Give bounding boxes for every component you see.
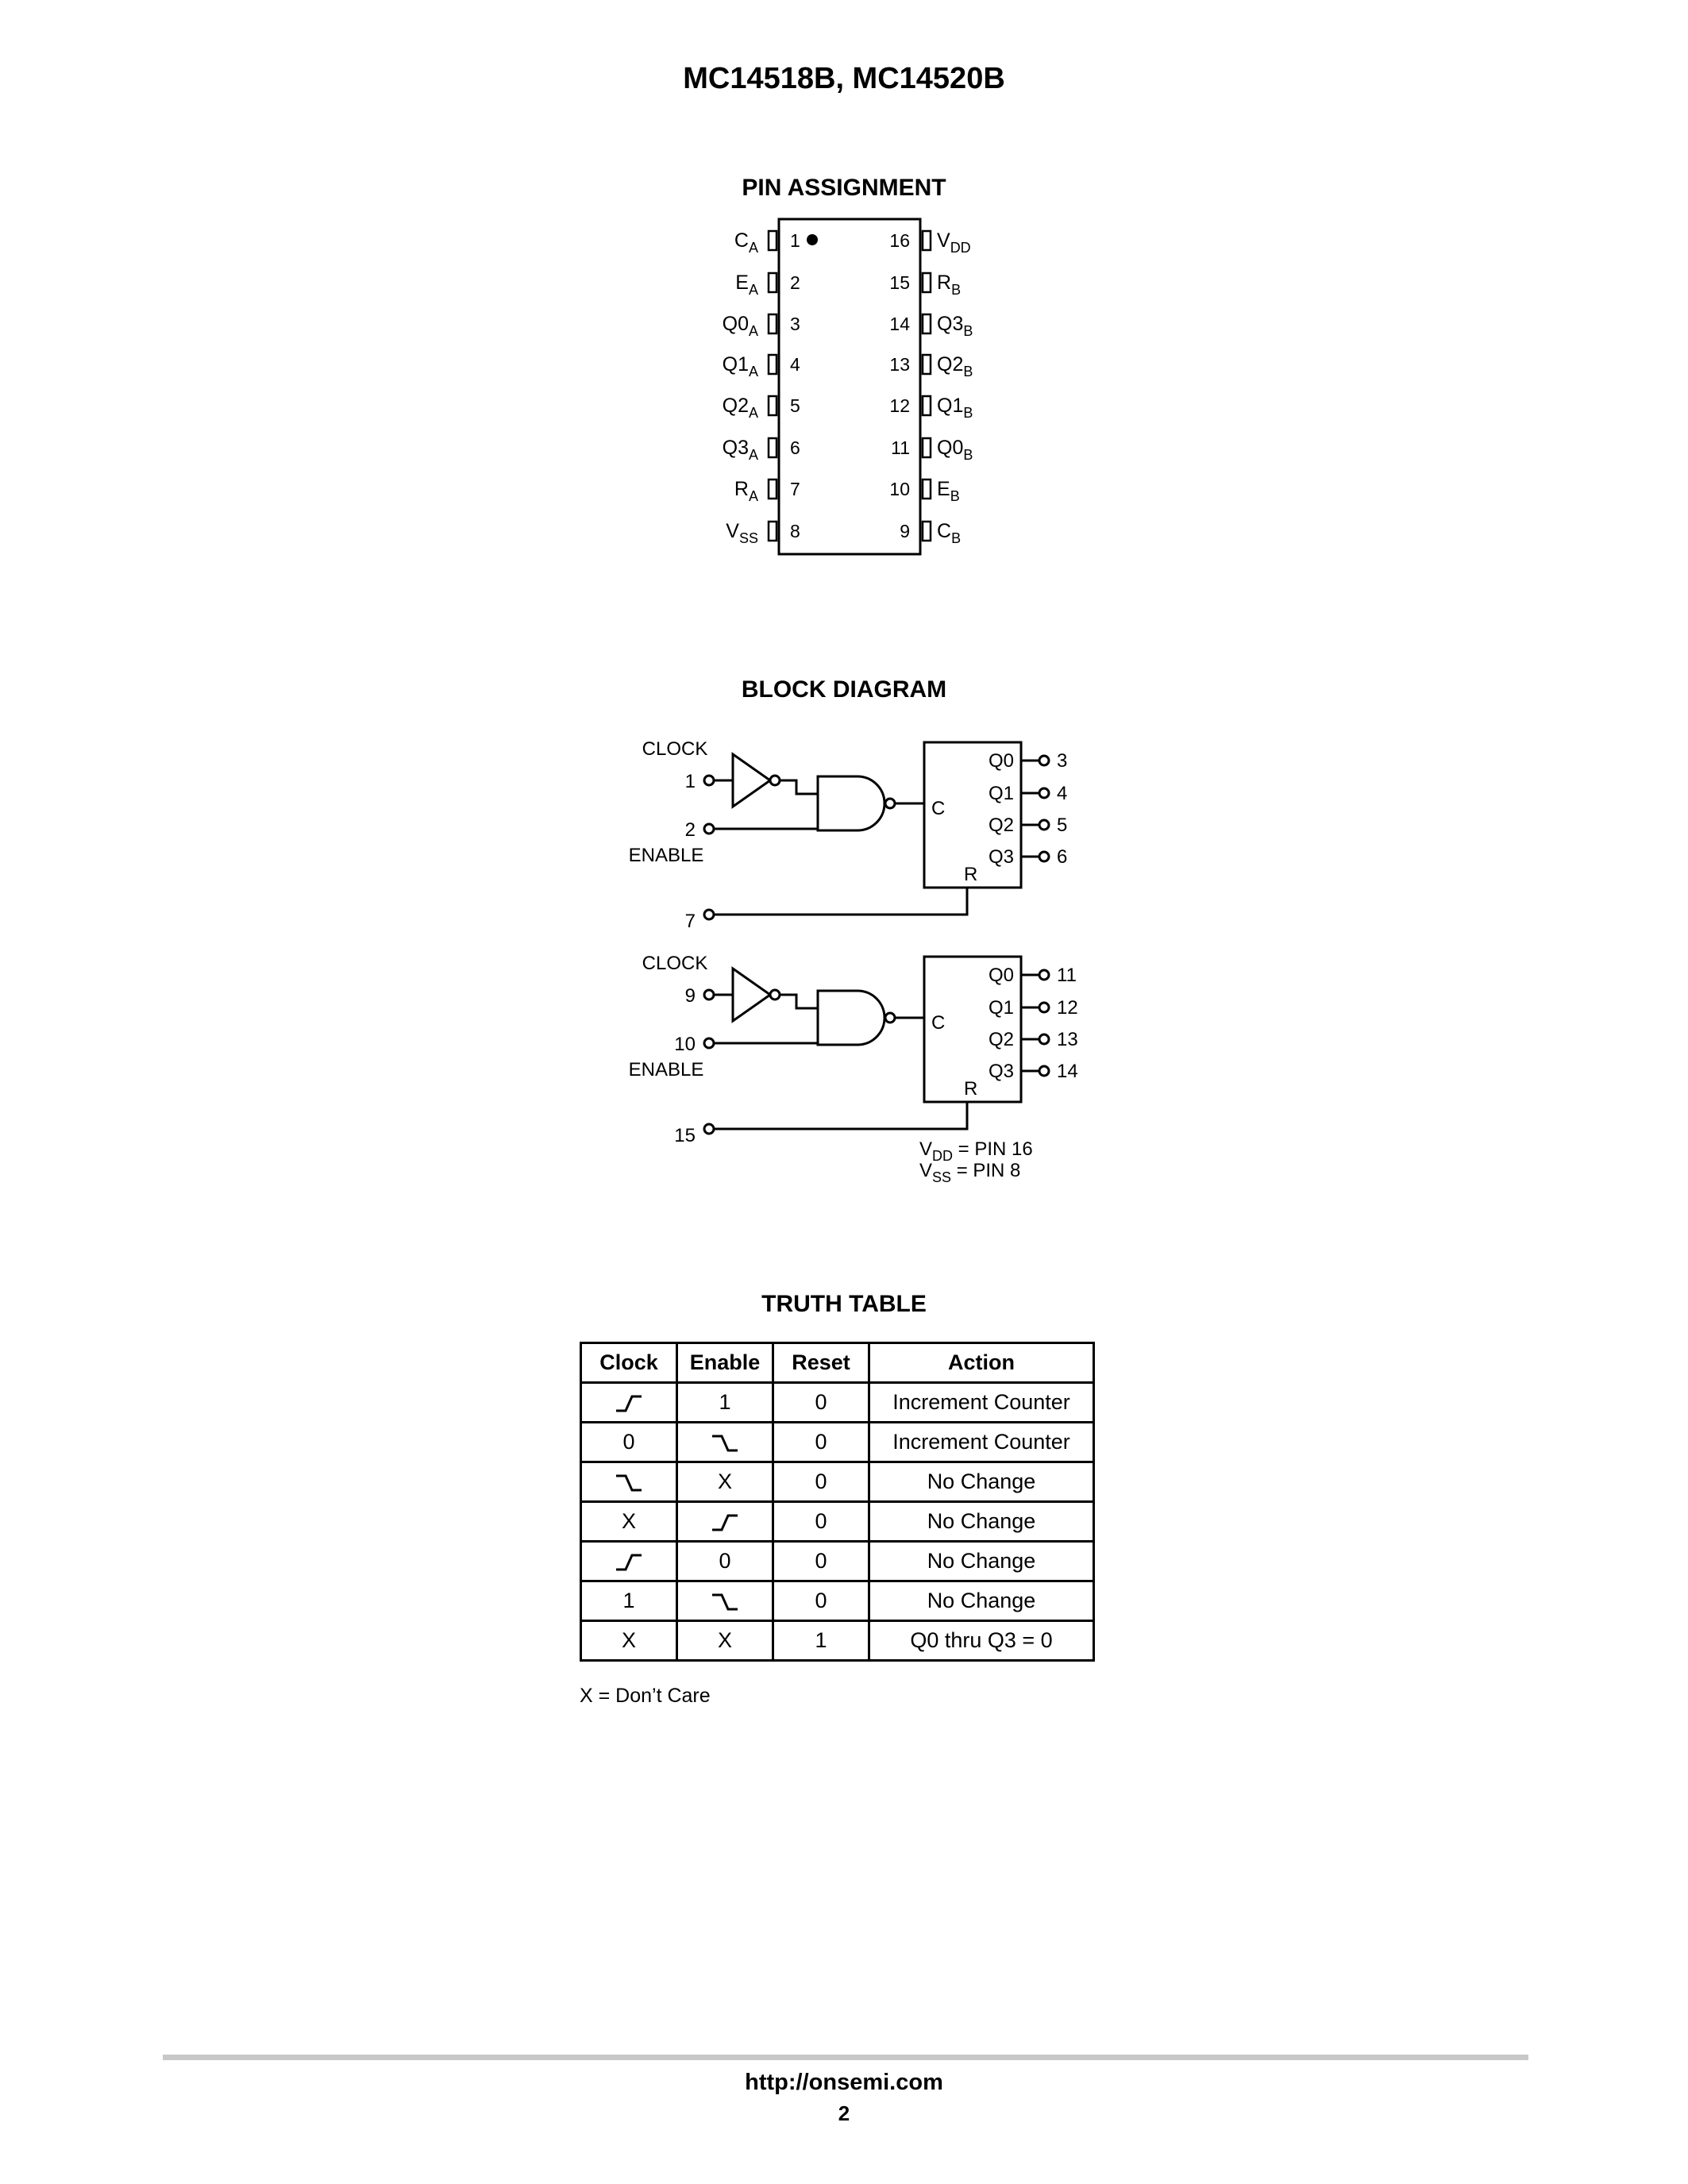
cell-reset: 0	[773, 1581, 869, 1621]
cell-action: Increment Counter	[869, 1423, 1094, 1462]
cell-reset: 0	[773, 1383, 869, 1423]
page-title: MC14518B, MC14520B	[683, 62, 1005, 95]
pin-assignment-diagram	[723, 219, 973, 554]
pin1-marker-dot	[807, 234, 818, 245]
enable-pin-number: 10	[674, 1034, 696, 1055]
pin-number: 8	[790, 521, 800, 541]
pin-name-label: $Q1_A$	[722, 353, 758, 379]
enable-input-terminal	[704, 1038, 714, 1048]
counter-reset-label: R	[964, 1078, 978, 1100]
pin-assignment-title: PIN ASSIGNMENT	[742, 175, 946, 201]
pin-number: 5	[790, 395, 800, 416]
truth-table-header-row	[581, 1343, 1094, 1383]
output-label: Q1	[988, 783, 1014, 804]
nand-gate	[818, 776, 884, 830]
pin-name-label: $R_B$	[937, 272, 962, 298]
pin-lead	[769, 231, 777, 250]
rising-edge-icon	[677, 1502, 773, 1542]
cell-action: No Change	[869, 1502, 1094, 1542]
header-enable: Enable	[677, 1343, 773, 1383]
cell-enable: X	[677, 1462, 773, 1502]
cell-action: No Change	[869, 1581, 1094, 1621]
truth-table-row	[581, 1383, 1094, 1423]
pin-name-label: $Q2_B$	[937, 353, 973, 379]
output-terminal	[1039, 1003, 1049, 1012]
inverter-to-gate-wire	[780, 995, 818, 1008]
output-pin-number: 4	[1057, 783, 1068, 804]
ic-package-outline	[779, 219, 920, 554]
pin-lead	[769, 273, 777, 292]
block-diagram-title: BLOCK DIAGRAM	[741, 676, 947, 703]
cell-enable: 0	[677, 1542, 773, 1581]
footer-divider	[163, 2055, 1528, 2060]
cell-reset: 1	[773, 1621, 869, 1661]
pin-name-label: $E_A$	[735, 272, 758, 298]
pin-lead	[769, 438, 777, 457]
pin-lead	[923, 273, 931, 292]
nand-bubble	[885, 799, 895, 808]
inverter-buffer	[733, 969, 770, 1021]
truth-table-row	[581, 1462, 1094, 1502]
pin-name-label: $Q1_B$	[937, 395, 973, 421]
falling-edge-icon	[677, 1423, 773, 1462]
cell-action: No Change	[869, 1542, 1094, 1581]
reset-pin-number: 7	[684, 911, 696, 932]
cell-action: Increment Counter	[869, 1383, 1094, 1423]
output-pin-number: 3	[1057, 750, 1068, 772]
pin-number: 9	[900, 521, 910, 541]
counter-clock-label: C	[931, 798, 946, 819]
output-pin-number: 14	[1057, 1061, 1078, 1082]
power-pin-note: $V_{SS}$ = PIN 8	[919, 1160, 1021, 1185]
cell-clock: 0	[581, 1423, 677, 1462]
reset-input-terminal	[704, 1124, 714, 1134]
output-label: Q2	[988, 1029, 1014, 1050]
truth-table-title: TRUTH TABLE	[761, 1291, 927, 1317]
clock-input-terminal	[704, 776, 714, 785]
output-terminal	[1039, 820, 1049, 830]
output-label: Q2	[988, 815, 1014, 836]
truth-table-row	[581, 1542, 1094, 1581]
cell-reset: 0	[773, 1462, 869, 1502]
truth-table-row	[581, 1581, 1094, 1621]
falling-edge-icon	[677, 1581, 773, 1621]
reset-input-terminal	[704, 910, 714, 919]
reset-pin-number: 15	[674, 1125, 696, 1146]
nand-bubble	[885, 1013, 895, 1023]
pin-number: 6	[790, 437, 800, 458]
pin-number: 13	[889, 354, 910, 375]
inverter-buffer	[733, 754, 770, 807]
cell-reset: 0	[773, 1502, 869, 1542]
pin-name-label: $Q0_A$	[722, 313, 758, 339]
pin-lead	[923, 355, 931, 374]
page-number: 2	[838, 2101, 850, 2125]
pin-lead	[923, 314, 931, 333]
output-terminal	[1039, 852, 1049, 861]
pin-lead	[923, 522, 931, 541]
output-pin-number: 6	[1057, 846, 1068, 868]
pin-lead	[923, 396, 931, 415]
reset-wire	[714, 888, 967, 915]
cell-enable: X	[677, 1621, 773, 1661]
footer-url[interactable]: http://onsemi.com	[745, 2070, 943, 2095]
truth-table	[580, 1342, 1095, 1662]
header-reset: Reset	[773, 1343, 869, 1383]
pin-number: 11	[891, 437, 910, 458]
pin-lead	[769, 396, 777, 415]
pin-lead	[769, 522, 777, 541]
rising-edge-icon	[581, 1383, 677, 1423]
rising-edge-icon	[581, 1542, 677, 1581]
pin-name-label: $V_{DD}$	[937, 229, 971, 256]
counter-section	[629, 953, 1078, 1146]
block-diagram	[629, 738, 1078, 1185]
pin-number: 2	[790, 272, 800, 293]
clock-pin-number: 9	[684, 985, 696, 1007]
pin-name-label: $Q0_B$	[937, 437, 973, 463]
enable-label: ENABLE	[628, 845, 704, 866]
pin-lead	[923, 231, 931, 250]
pin-lead	[923, 438, 931, 457]
cell-clock: X	[581, 1502, 677, 1542]
enable-pin-number: 2	[684, 819, 696, 841]
nand-gate	[818, 991, 884, 1045]
pin-number: 1	[790, 230, 800, 251]
counter-clock-label: C	[931, 1012, 946, 1034]
cell-reset: 0	[773, 1423, 869, 1462]
output-terminal	[1039, 1066, 1049, 1076]
output-pin-number: 5	[1057, 815, 1068, 836]
pin-lead	[923, 480, 931, 499]
truth-table-footnote: X = Don’t Care	[580, 1685, 711, 1707]
output-label: Q3	[988, 1061, 1014, 1082]
pin-name-label: $E_B$	[937, 478, 960, 504]
inverter-to-gate-wire	[780, 780, 818, 794]
cell-action: Q0 thru Q3 = 0	[869, 1621, 1094, 1661]
cell-clock: 1	[581, 1581, 677, 1621]
pin-lead	[769, 480, 777, 499]
enable-input-terminal	[704, 824, 714, 834]
cell-reset: 0	[773, 1542, 869, 1581]
pin-number: 12	[889, 395, 910, 416]
pin-lead	[769, 314, 777, 333]
truth-table-row	[581, 1502, 1094, 1542]
pin-name-label: $R_A$	[734, 478, 758, 504]
inverter-bubble	[770, 990, 780, 1000]
output-terminal	[1039, 1034, 1049, 1044]
clock-label: CLOCK	[642, 953, 708, 974]
truth-table-row	[581, 1621, 1094, 1661]
pin-name-label: $Q3_B$	[937, 313, 973, 339]
pin-number: 4	[790, 354, 800, 375]
pin-number: 14	[889, 314, 910, 334]
pin-name-label: $C_B$	[937, 520, 962, 546]
pin-number: 3	[790, 314, 800, 334]
pin-number: 16	[889, 230, 910, 251]
pin-number: 10	[889, 479, 910, 499]
pin-name-label: $Q3_A$	[722, 437, 758, 463]
pin-name-label: $V_{SS}$	[726, 520, 758, 546]
pin-number: 15	[889, 272, 910, 293]
cell-action: No Change	[869, 1462, 1094, 1502]
header-action: Action	[869, 1343, 1094, 1383]
output-pin-number: 11	[1057, 965, 1077, 986]
cell-clock: X	[581, 1621, 677, 1661]
output-terminal	[1039, 970, 1049, 980]
inverter-bubble	[770, 776, 780, 785]
cell-enable: 1	[677, 1383, 773, 1423]
clock-input-terminal	[704, 990, 714, 1000]
enable-label: ENABLE	[628, 1059, 704, 1080]
header-clock: Clock	[581, 1343, 677, 1383]
pin-number: 7	[790, 479, 800, 499]
output-pin-number: 12	[1057, 997, 1078, 1019]
output-pin-number: 13	[1057, 1029, 1078, 1050]
truth-table-row	[581, 1423, 1094, 1462]
counter-reset-label: R	[964, 864, 978, 885]
pin-name-label: $C_A$	[734, 229, 758, 256]
power-pin-note: $V_{DD}$ = PIN 16	[919, 1138, 1033, 1164]
output-label: Q0	[988, 750, 1014, 772]
output-label: Q1	[988, 997, 1014, 1019]
clock-pin-number: 1	[684, 771, 696, 792]
reset-wire	[714, 1102, 967, 1129]
pin-lead	[769, 355, 777, 374]
output-terminal	[1039, 788, 1049, 798]
output-terminal	[1039, 756, 1049, 765]
pin-name-label: $Q2_A$	[722, 395, 758, 421]
falling-edge-icon	[581, 1462, 677, 1502]
counter-section	[629, 738, 1068, 932]
output-label: Q3	[988, 846, 1014, 868]
output-label: Q0	[988, 965, 1014, 986]
clock-label: CLOCK	[642, 738, 708, 760]
